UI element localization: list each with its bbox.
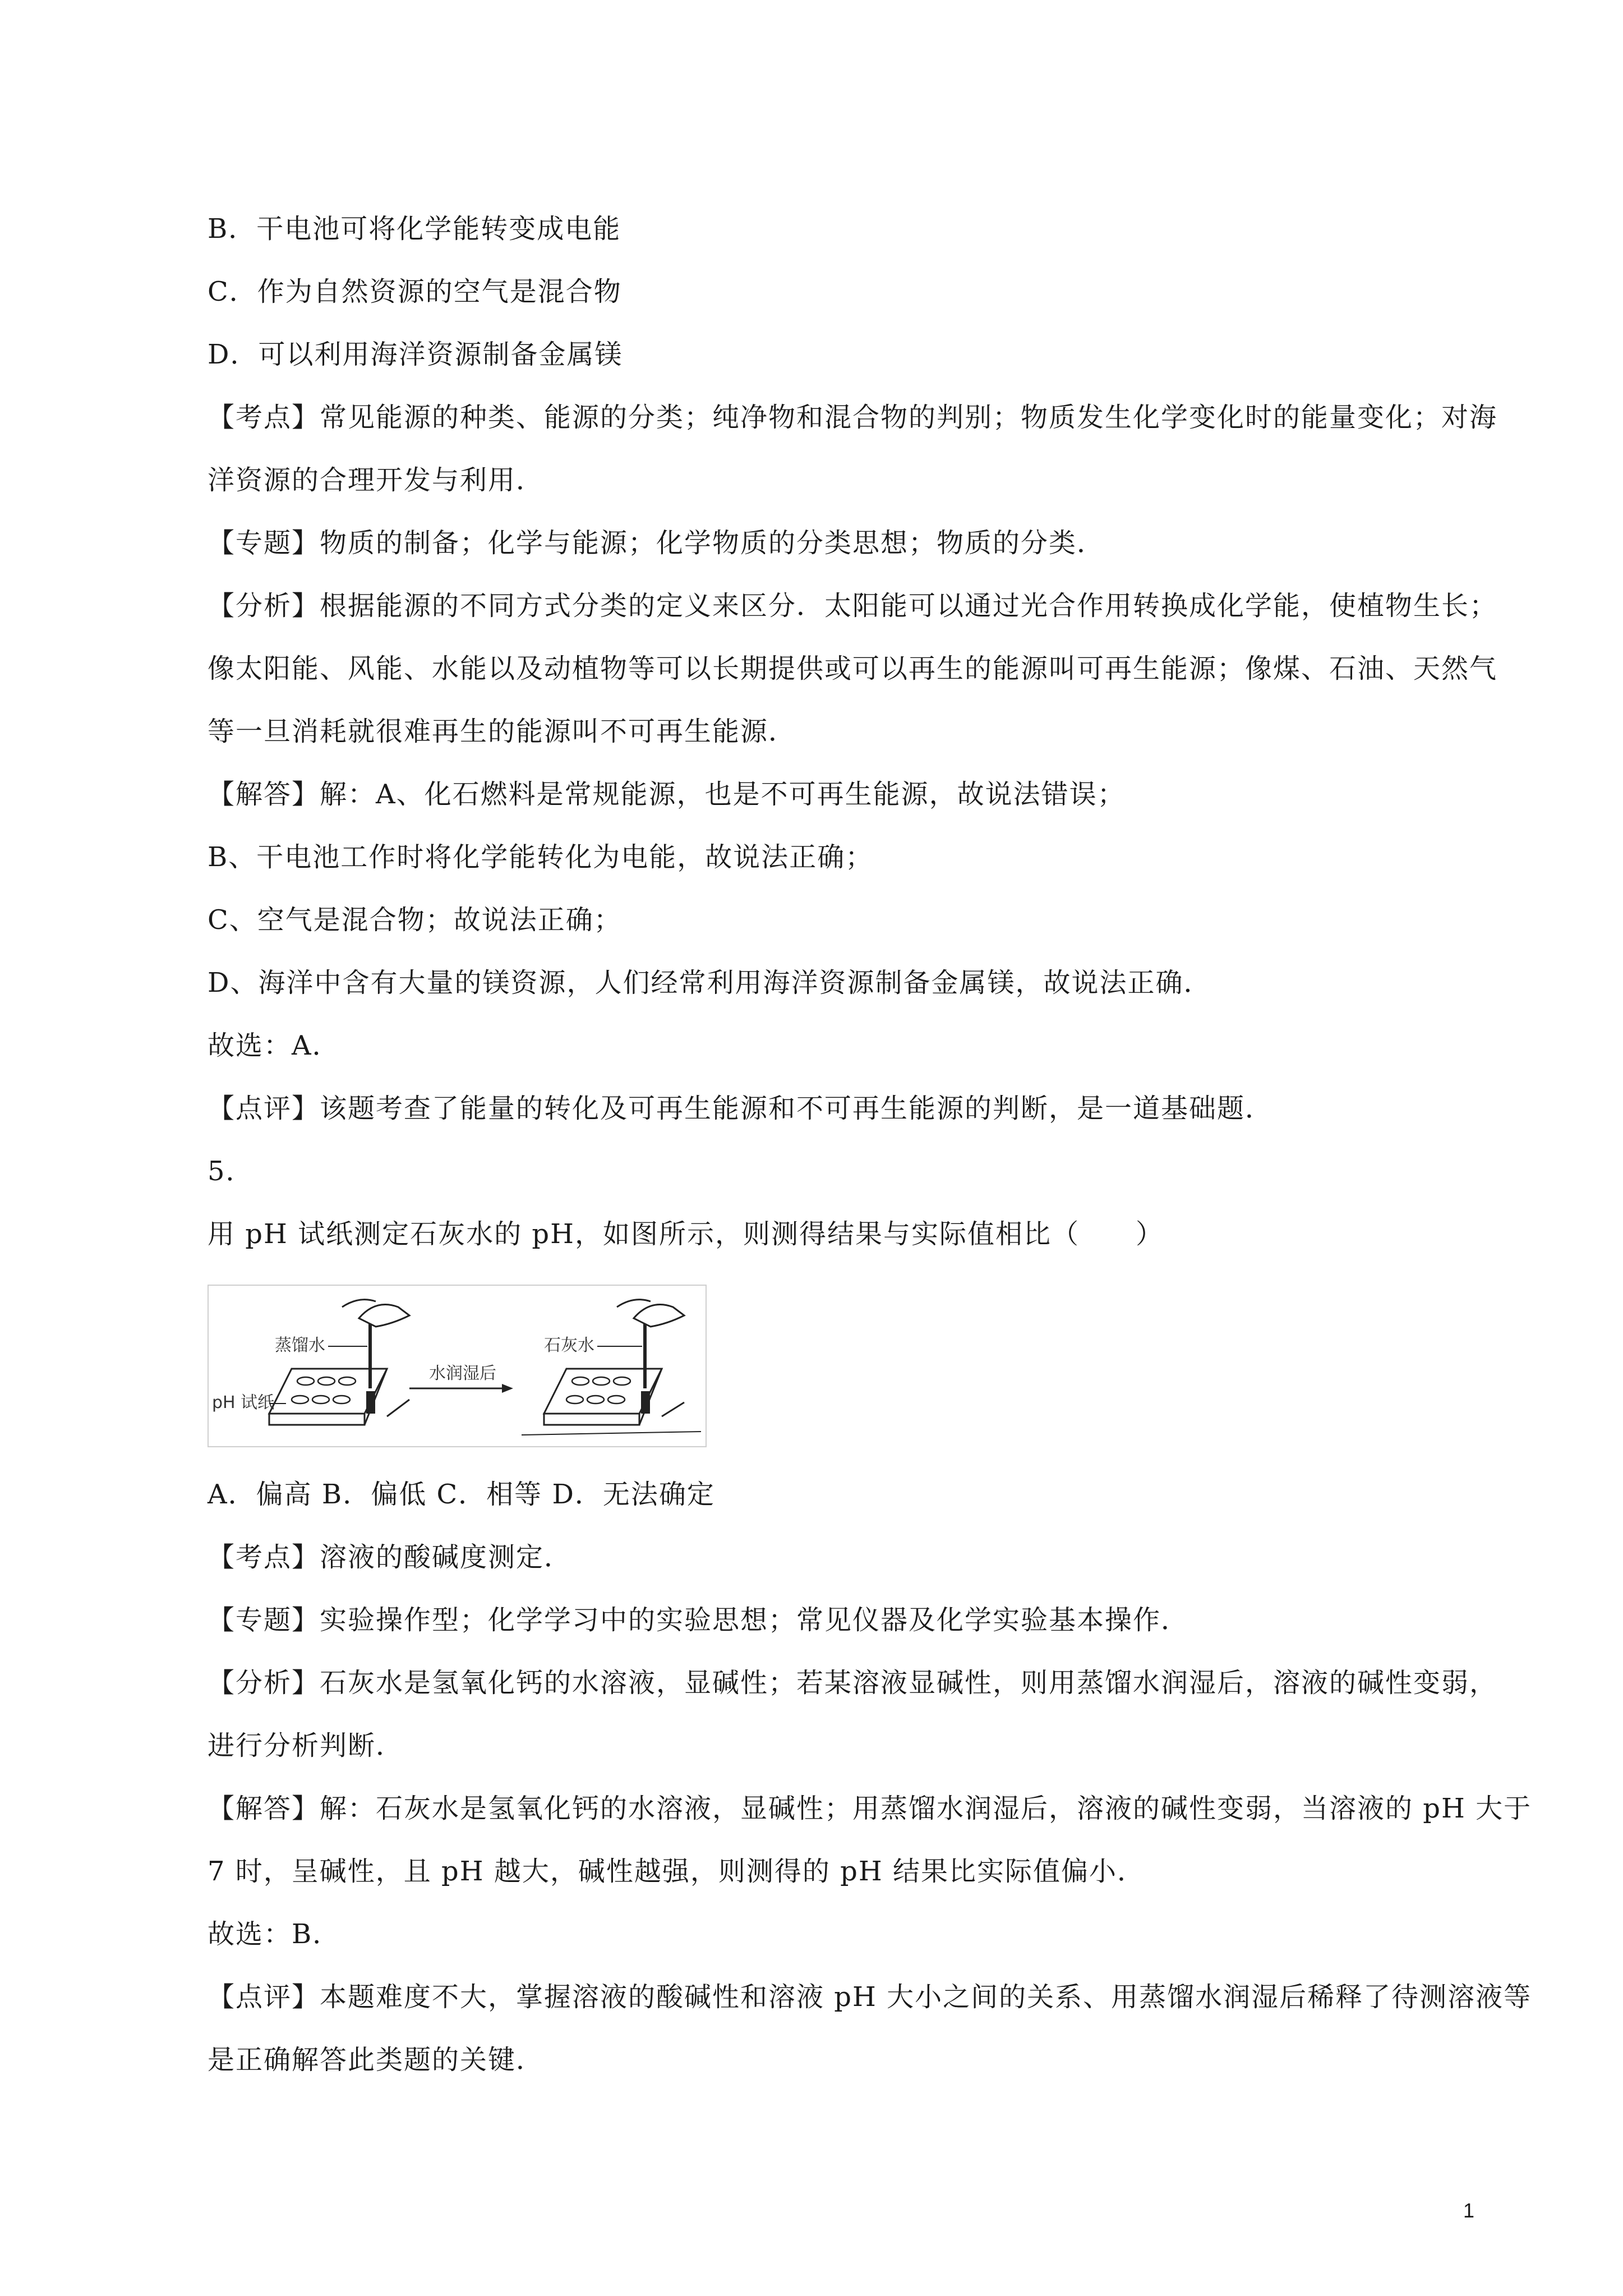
option-d: D．可以利用海洋资源制备金属镁 <box>208 339 623 370</box>
q5-fenxi-line1: 【分析】石灰水是氢氧化钙的水溶液，显碱性；若某溶液显碱性，则用蒸馏水润湿后，溶液的碱性变弱， <box>208 1667 1498 1699</box>
q4-fenxi-line2: 像太阳能、风能、水能以及动植物等可以长期提供或可以再生的能源叫可再生能源；像煤、石油、天然气 <box>208 653 1498 684</box>
q4-kaodian-line1: 【考点】常见能源的种类、能源的分类；纯净物和混合物的判别；物质发生化学变化时的能量变化；对海 <box>208 402 1498 433</box>
q5-dianping-line2: 是正确解答此类题的关键． <box>208 2044 545 2076</box>
label-limewater: 石灰水 <box>544 1336 594 1355</box>
q5-kaodian: 【考点】溶液的酸碱度测定． <box>208 1542 573 1573</box>
q4-dianping: 【点评】该题考查了能量的转化及可再生能源和不可再生能源的判断，是一道基础题． <box>208 1093 1274 1124</box>
q4-fenxi-line1: 【分析】根据能源的不同方式分类的定义来区分．太阳能可以通过光合作用转换成化学能，使植物生长； <box>208 590 1498 622</box>
option-b: B．干电池可将化学能转变成电能 <box>208 213 621 245</box>
q4-jieda-line1: 【解答】解：A、化石燃料是常规能源，也是不可再生能源，故说法错误； <box>208 779 1126 810</box>
page-number: 1 <box>1463 2199 1474 2222</box>
q4-answer: 故选：A． <box>208 1030 340 1061</box>
q4-zhuanti: 【专题】物质的制备；化学与能源；化学物质的分类思想；物质的分类． <box>208 527 1105 559</box>
q5-zhuanti: 【专题】实验操作型；化学学习中的实验思想；常见仪器及化学实验基本操作． <box>208 1604 1189 1636</box>
q5-options: A．偏高 B．偏低 C．相等 D．无法确定 <box>208 1479 715 1510</box>
ph-paper-strip-right <box>641 1391 650 1414</box>
q5-jieda-line2: 7 时，呈碱性，且 pH 越大，碱性越强，则测得的 pH 结果比实际值偏小． <box>208 1856 1146 1887</box>
label-ph-paper: pH 试纸 <box>212 1393 275 1412</box>
ph-paper-strip-left <box>366 1391 375 1414</box>
ph-test-figure <box>208 1285 707 1447</box>
q4-jieda-line3: C、空气是混合物；故说法正确； <box>208 904 622 936</box>
ph-test-illustration <box>208 1285 707 1447</box>
label-after-wetting: 水润湿后 <box>429 1364 496 1383</box>
q4-kaodian-line2: 洋资源的合理开发与利用． <box>208 464 545 496</box>
q4-jieda-line4: D、海洋中含有大量的镁资源，人们经常利用海洋资源制备金属镁，故说法正确． <box>208 967 1212 999</box>
q4-fenxi-line3: 等一旦消耗就很难再生的能源叫不可再生能源． <box>208 716 797 747</box>
label-distilled-water: 蒸馏水 <box>275 1336 325 1355</box>
q5-fenxi-line2: 进行分析判断． <box>208 1730 404 1761</box>
q5-jieda-line1: 【解答】解：石灰水是氢氧化钙的水溶液，显碱性；用蒸馏水润湿后，溶液的碱性变弱，当溶液的 pH 大于 <box>208 1793 1532 1824</box>
question-5-stem: 用 pH 试纸测定石灰水的 pH，如图所示，则测得结果与实际值相比（ ） <box>208 1218 1164 1250</box>
q5-answer: 故选：B． <box>208 1918 341 1950</box>
q4-jieda-line2: B、干电池工作时将化学能转化为电能，故说法正确； <box>208 841 874 873</box>
option-c: C．作为自然资源的空气是混合物 <box>208 276 622 307</box>
question-5-number: 5． <box>208 1156 254 1187</box>
q5-dianping-line1: 【点评】本题难度不大，掌握溶液的酸碱性和溶液 pH 大小之间的关系、用蒸馏水润湿后稀释了待测溶液等 <box>208 1981 1532 2013</box>
